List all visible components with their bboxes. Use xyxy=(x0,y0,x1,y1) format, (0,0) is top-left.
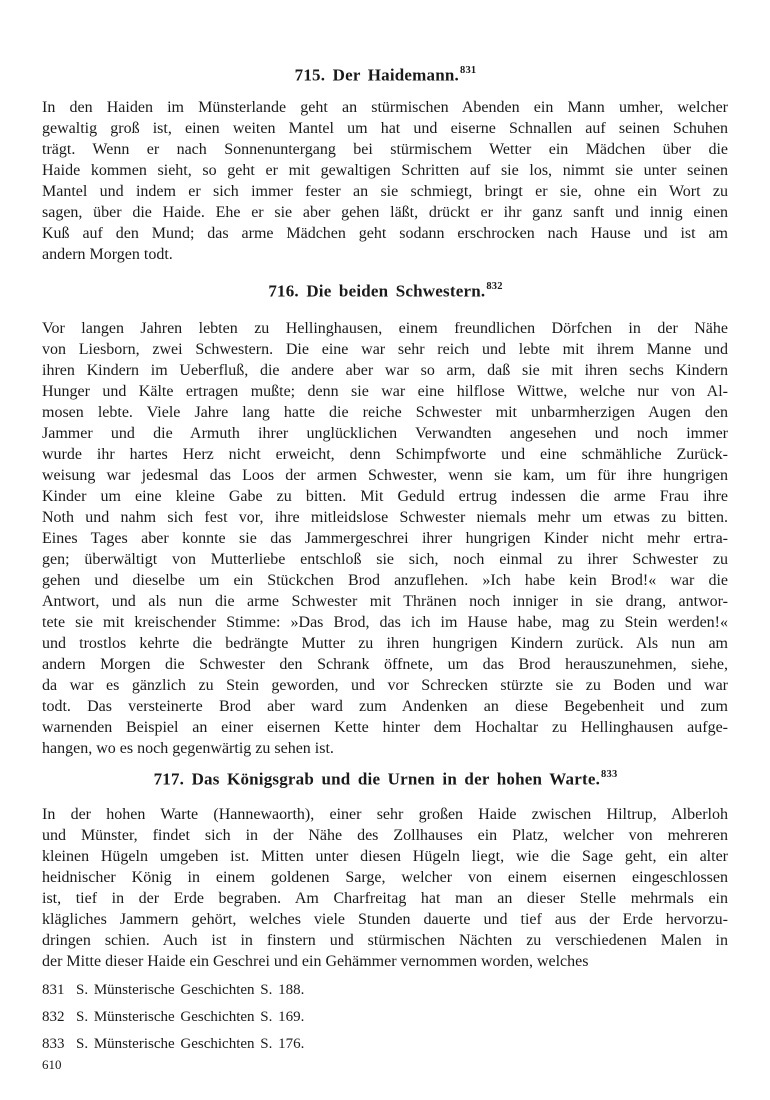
text-line: und Münster, findet sich in der Nähe des Zollhauses ein Platz, welcher von mehreren xyxy=(42,826,728,844)
text-line: Noth und nahm sich fest vor, ihre mitleidslose Schwester niemals mehr um etwas zu bitten. xyxy=(42,509,728,527)
text-line: und trostlos kehrte die bedrängte Mutter zu ihren hungrigen Kindern zurück. Als nun am xyxy=(42,635,728,653)
text-line: ihren Kindern im Ueberfluß, die andere aber war so arm, daß sie mit ihren sechs Kindern xyxy=(42,362,728,380)
text-line: ist, tief in der Erde begraben. Am Charfreitag hat man an dieser Stelle mehrmals ein xyxy=(42,889,728,907)
text-line: Vor langen Jahren lebten zu Hellinghausen, einem freundlichen Dörfchen in der Nähe xyxy=(42,320,728,338)
footnotes-block xyxy=(42,981,728,1053)
heading-text: 715. Der Haidemann. xyxy=(294,65,460,85)
text-line: sagen, über die Haide. Ehe er sie aber gehen läßt, drückt er ihr ganz sanft und innig einen xyxy=(42,203,728,221)
footnote-ref: 831 xyxy=(42,981,65,998)
section-716 xyxy=(42,277,728,760)
text-line: In den Haiden im Münsterlande geht an stürmischen Abenden ein Mann umher, welcher xyxy=(42,98,728,116)
text-line: weisung war jedesmal das Loos der armen Schwester, wenn sie kam, um für ihre hungrigen xyxy=(42,467,728,485)
text-line: der Mitte dieser Haide ein Geschrei und ein Gehämmer vernommen worden, welches xyxy=(42,952,589,970)
text-line: heidnischer König in einem goldenen Sarge, welcher von einem eisernen eingeschlossen xyxy=(42,868,728,886)
story-paragraph xyxy=(42,97,728,265)
text-line: Hunger und Kälte ertragen mußte; denn sie war eine hilflose Wittwe, welche nur von Al- xyxy=(42,383,728,401)
text-line: hangen, wo es noch gegenwärtig zu sehen ist. xyxy=(42,740,334,758)
footnote-text: S. Münsterische Geschichten S. 169. xyxy=(76,1008,305,1025)
footnote-row xyxy=(42,1008,728,1026)
section-heading-716 xyxy=(42,277,728,302)
text-line: von Liesborn, zwei Schwestern. Die eine war sehr reich und lebte mit ihrem Manne und xyxy=(42,341,728,359)
text-line: Mantel und indem er sich immer fester an sie schmiegt, bringt er sie, ohne ein Wort zu xyxy=(42,182,728,200)
section-heading-715 xyxy=(42,61,728,86)
heading-text: 716. Die beiden Schwestern. xyxy=(268,281,486,301)
text-line: andern Morgen die Schwester den Schrank öffnete, um das Brod herauszunehmen, siehe, xyxy=(42,656,728,674)
footnote-ref: 832 xyxy=(42,1008,65,1025)
story-paragraph xyxy=(42,318,728,759)
text-line: gen; überwältigt von Mutterliebe entschloß sie sich, noch einmal zu ihrer Schwester zu xyxy=(42,551,728,569)
text-line: gewaltig groß ist, einen weiten Mantel um hat und eiserne Schnallen auf seinen Schuhen xyxy=(42,119,728,137)
text-line: warnenden Beispiel an einer eisernen Kette hinter dem Hochaltar zu Hellinghausen aufge- xyxy=(42,719,728,737)
footnote-row xyxy=(42,981,728,999)
text-line: andern Morgen todt. xyxy=(42,245,173,263)
section-715 xyxy=(42,61,728,265)
text-line: klägliches Jammern gehört, welches viele Stunden dauerte und tief aus der Erde hervorzu- xyxy=(42,910,728,928)
text-line: In der hohen Warte (Hannewaorth), einer sehr großen Haide zwischen Hiltrup, Alberloh xyxy=(42,805,728,823)
story-paragraph xyxy=(42,804,728,972)
text-line: Kinder um eine kleine Gabe zu bitten. Mit Geduld ertrug indessen die arme Frau ihre xyxy=(42,488,728,506)
text-line: Jammer und die Armuth ihrer unglücklichen Verwandten angesehen und noch immer xyxy=(42,425,728,443)
text-line: mosen lebte. Viele Jahre lang hatte die reiche Schwester mit unbarmherzigen Augen den xyxy=(42,404,728,422)
section-717 xyxy=(42,765,728,972)
heading-footnote-ref: 831 xyxy=(460,65,477,76)
text-line: wurde ihr hartes Herz nicht erweicht, denn Schimpfworte und eine schmähliche Zurück- xyxy=(42,446,728,464)
text-line: tete sie mit kreischender Stimme: »Das Brod, das ich im Hause habe, mag zu Stein werden!« xyxy=(42,614,728,632)
heading-footnote-ref: 833 xyxy=(601,769,618,781)
text-line: kleinen Hügeln umgeben ist. Mitten unter diesen Hügeln liegt, wie die Sage geht, ein alter xyxy=(42,847,728,865)
text-line: Haide kommen sieht, so geht er mit gewaltigen Schritten auf sie los, nimmt sie unter seinen xyxy=(42,161,728,179)
text-line: gehen und dieselbe um ein Stückchen Brod anzuflehen. »Ich habe kein Brod!« war die xyxy=(42,572,728,590)
text-line: Kuß auf den Mund; das arme Mädchen geht sodann erschrocken nach Hause und ist am xyxy=(42,224,728,242)
text-line: dringen schien. Auch ist in finstern und stürmischen Nächten zu verschiedenen Malen in xyxy=(42,931,728,949)
footnote-text: S. Münsterische Geschichten S. 188. xyxy=(76,981,305,998)
page-number: 610 xyxy=(42,1057,62,1072)
text-line: trägt. Wenn er nach Sonnenuntergang bei stürmischem Wetter ein Mädchen über die xyxy=(42,140,728,158)
text-line: Antwort, und als nun die arme Schwester mit Thränen noch inniger in sie drang, antwor- xyxy=(42,593,728,611)
heading-footnote-ref: 832 xyxy=(486,280,503,292)
footnote-text: S. Münsterische Geschichten S. 176. xyxy=(76,1035,305,1052)
text-line: todt. Das versteinerte Brod aber ward zum Andenken an diese Begebenheit und zum xyxy=(42,698,728,716)
text-line: da war es gänzlich zu Stein geworden, und vor Schrecken stürzte sie zu Boden und war xyxy=(42,677,728,695)
text-line: Eines Tages aber konnte sie das Jammergeschrei ihrer hungrigen Kinder nicht mehr ertra- xyxy=(42,530,728,548)
footnote-row xyxy=(42,1035,728,1053)
section-heading-717 xyxy=(42,765,728,790)
footnote-ref: 833 xyxy=(42,1035,65,1052)
heading-text: 717. Das Königsgrab und die Urnen in der hohen Warte. xyxy=(153,769,601,789)
